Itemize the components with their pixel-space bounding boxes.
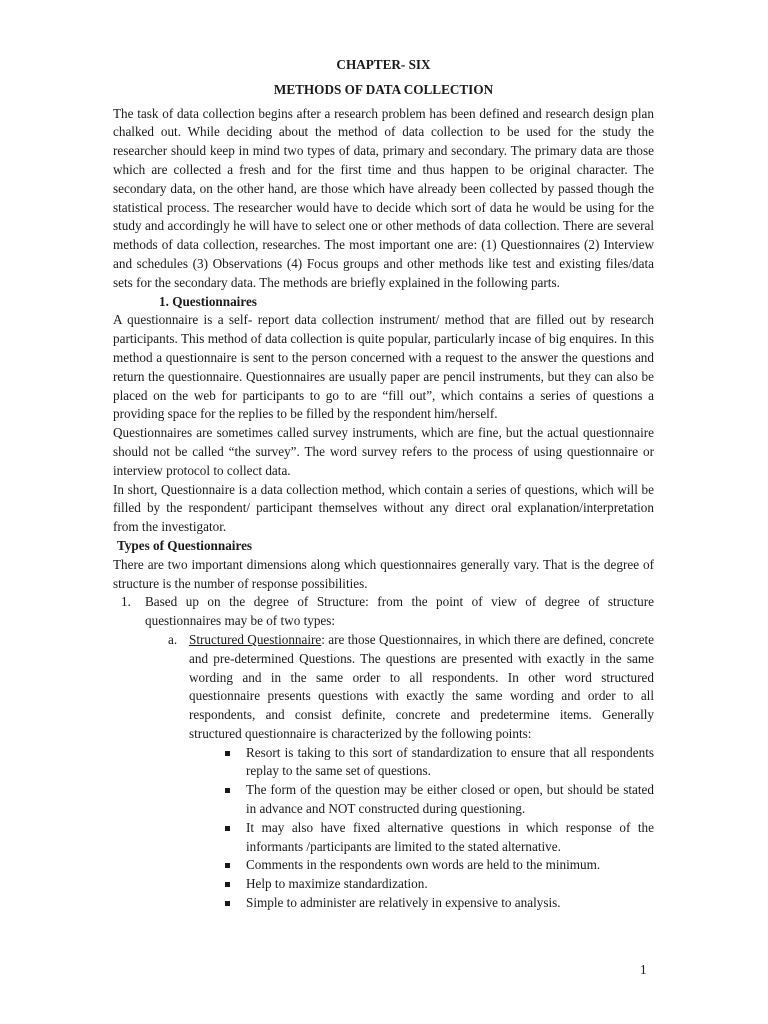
structured-questionnaire-term: Structured Questionnaire — [189, 631, 322, 647]
list-item — [113, 856, 654, 875]
list-item-text: The form of the question may be either closed or open, but should be stated in advance and NOT constructed during questioning. — [246, 782, 654, 817]
list-item-text: It may also have fixed alternative questions in which response of the informants /participants are limited to the stated alternative. — [246, 819, 654, 854]
intro-paragraph: The task of data collection begins after a research problem has been defined and research design plan chalked out. While deciding about the method of data collection to be used for the study the researcher should keep in mind two types of data, primary and secondary. The primary data are those which are collected a fresh and for the first time and thus happen to be original character. The secondary data, on the other hand, are those which have already been collected by passed though the statistical process. The researcher would have to decide which sort of data he would be using for the study and accordingly he will have to select one or other methods of data collection. There are several methods of data collection, researches. The most important one are: (1) Questionnaires (2) Interview and schedules (3) Observations (4) Focus groups and other methods like test and existing files/data sets for the secondary data. The methods are briefly explained in the following parts. — [113, 105, 654, 290]
numbered-list-item-1 — [113, 593, 654, 631]
structured-characteristics-list — [113, 744, 654, 913]
section-heading-types: Types of Questionnaires — [117, 537, 253, 553]
questionnaire-paragraph-3: In short, Questionnaire is a data collection method, which contain a series of questions, which will be filled by the respondent/ participant themselves without any direct oral explanation/interpretation from the investigator. — [113, 481, 654, 535]
square-bullet-icon — [225, 901, 230, 906]
list-marker: 1. — [121, 594, 131, 610]
list-marker: a. — [168, 631, 178, 647]
document-page — [113, 56, 654, 913]
page-title: METHODS OF DATA COLLECTION — [273, 81, 494, 97]
lettered-list-item-a — [113, 631, 654, 744]
square-bullet-icon — [225, 751, 230, 756]
square-bullet-icon — [225, 863, 230, 868]
questionnaire-paragraph-1: A questionnaire is a self- report data collection instrument/ method that are filled out by research participants. This method of data collection is quite popular, particularly incase of big enquires. In this method a questionnaire is sent to the person concerned with a request to the answer the questions and return the questionnaire. Questionnaires are usually paper are pencil instruments, but they can also be placed on the web for participants to go to are “fill out”, which contains a series of questions a providing space for the replies to be filled by the respondent him/herself. — [113, 312, 654, 422]
square-bullet-icon — [225, 826, 230, 831]
page-number: 1 — [640, 962, 647, 977]
list-item — [113, 875, 654, 894]
square-bullet-icon — [225, 882, 230, 887]
section-heading-questionnaires: 1. Questionnaires — [159, 293, 257, 309]
list-item — [113, 819, 654, 857]
list-item-text: Help to maximize standardization. — [246, 876, 428, 892]
list-item-text: Comments in the respondents own words are held to the minimum. — [246, 857, 601, 873]
questionnaire-paragraph-2: Questionnaires are sometimes called survey instruments, which are fine, but the actual questionnaire should not be called “the survey”. The word survey refers to the process of using questionnaire or interview protocol to collect data. — [113, 425, 654, 478]
list-item — [113, 781, 654, 819]
chapter-heading: CHAPTER- SIX — [336, 57, 431, 72]
list-item-text: Resort is taking to this sort of standardization to ensure that all respondents replay to the same set of questions. — [246, 744, 654, 779]
list-item — [113, 744, 654, 782]
types-intro-paragraph: There are two important dimensions along which questionnaires generally vary. That is the degree of structure is the number of response possibilities. — [113, 556, 654, 591]
list-item-text: Based up on the degree of Structure: from the point of view of degree of structure questionnaires may be of two types: — [145, 594, 654, 629]
list-item-text: : are those Questionnaires, in which there are defined, concrete and pre-determined Questions. The questions are presented with exactly in the same wording and in the same order to all respondents. In other word structured questionnaire presents questions with exactly the same wording and order to all respondents, and consist definite, concrete and predetermine items. Generally structured questionnaire is characterized by the following points: — [189, 631, 654, 741]
square-bullet-icon — [225, 788, 230, 793]
list-item — [113, 894, 654, 913]
list-item-text: Simple to administer are relatively in expensive to analysis. — [246, 895, 561, 911]
